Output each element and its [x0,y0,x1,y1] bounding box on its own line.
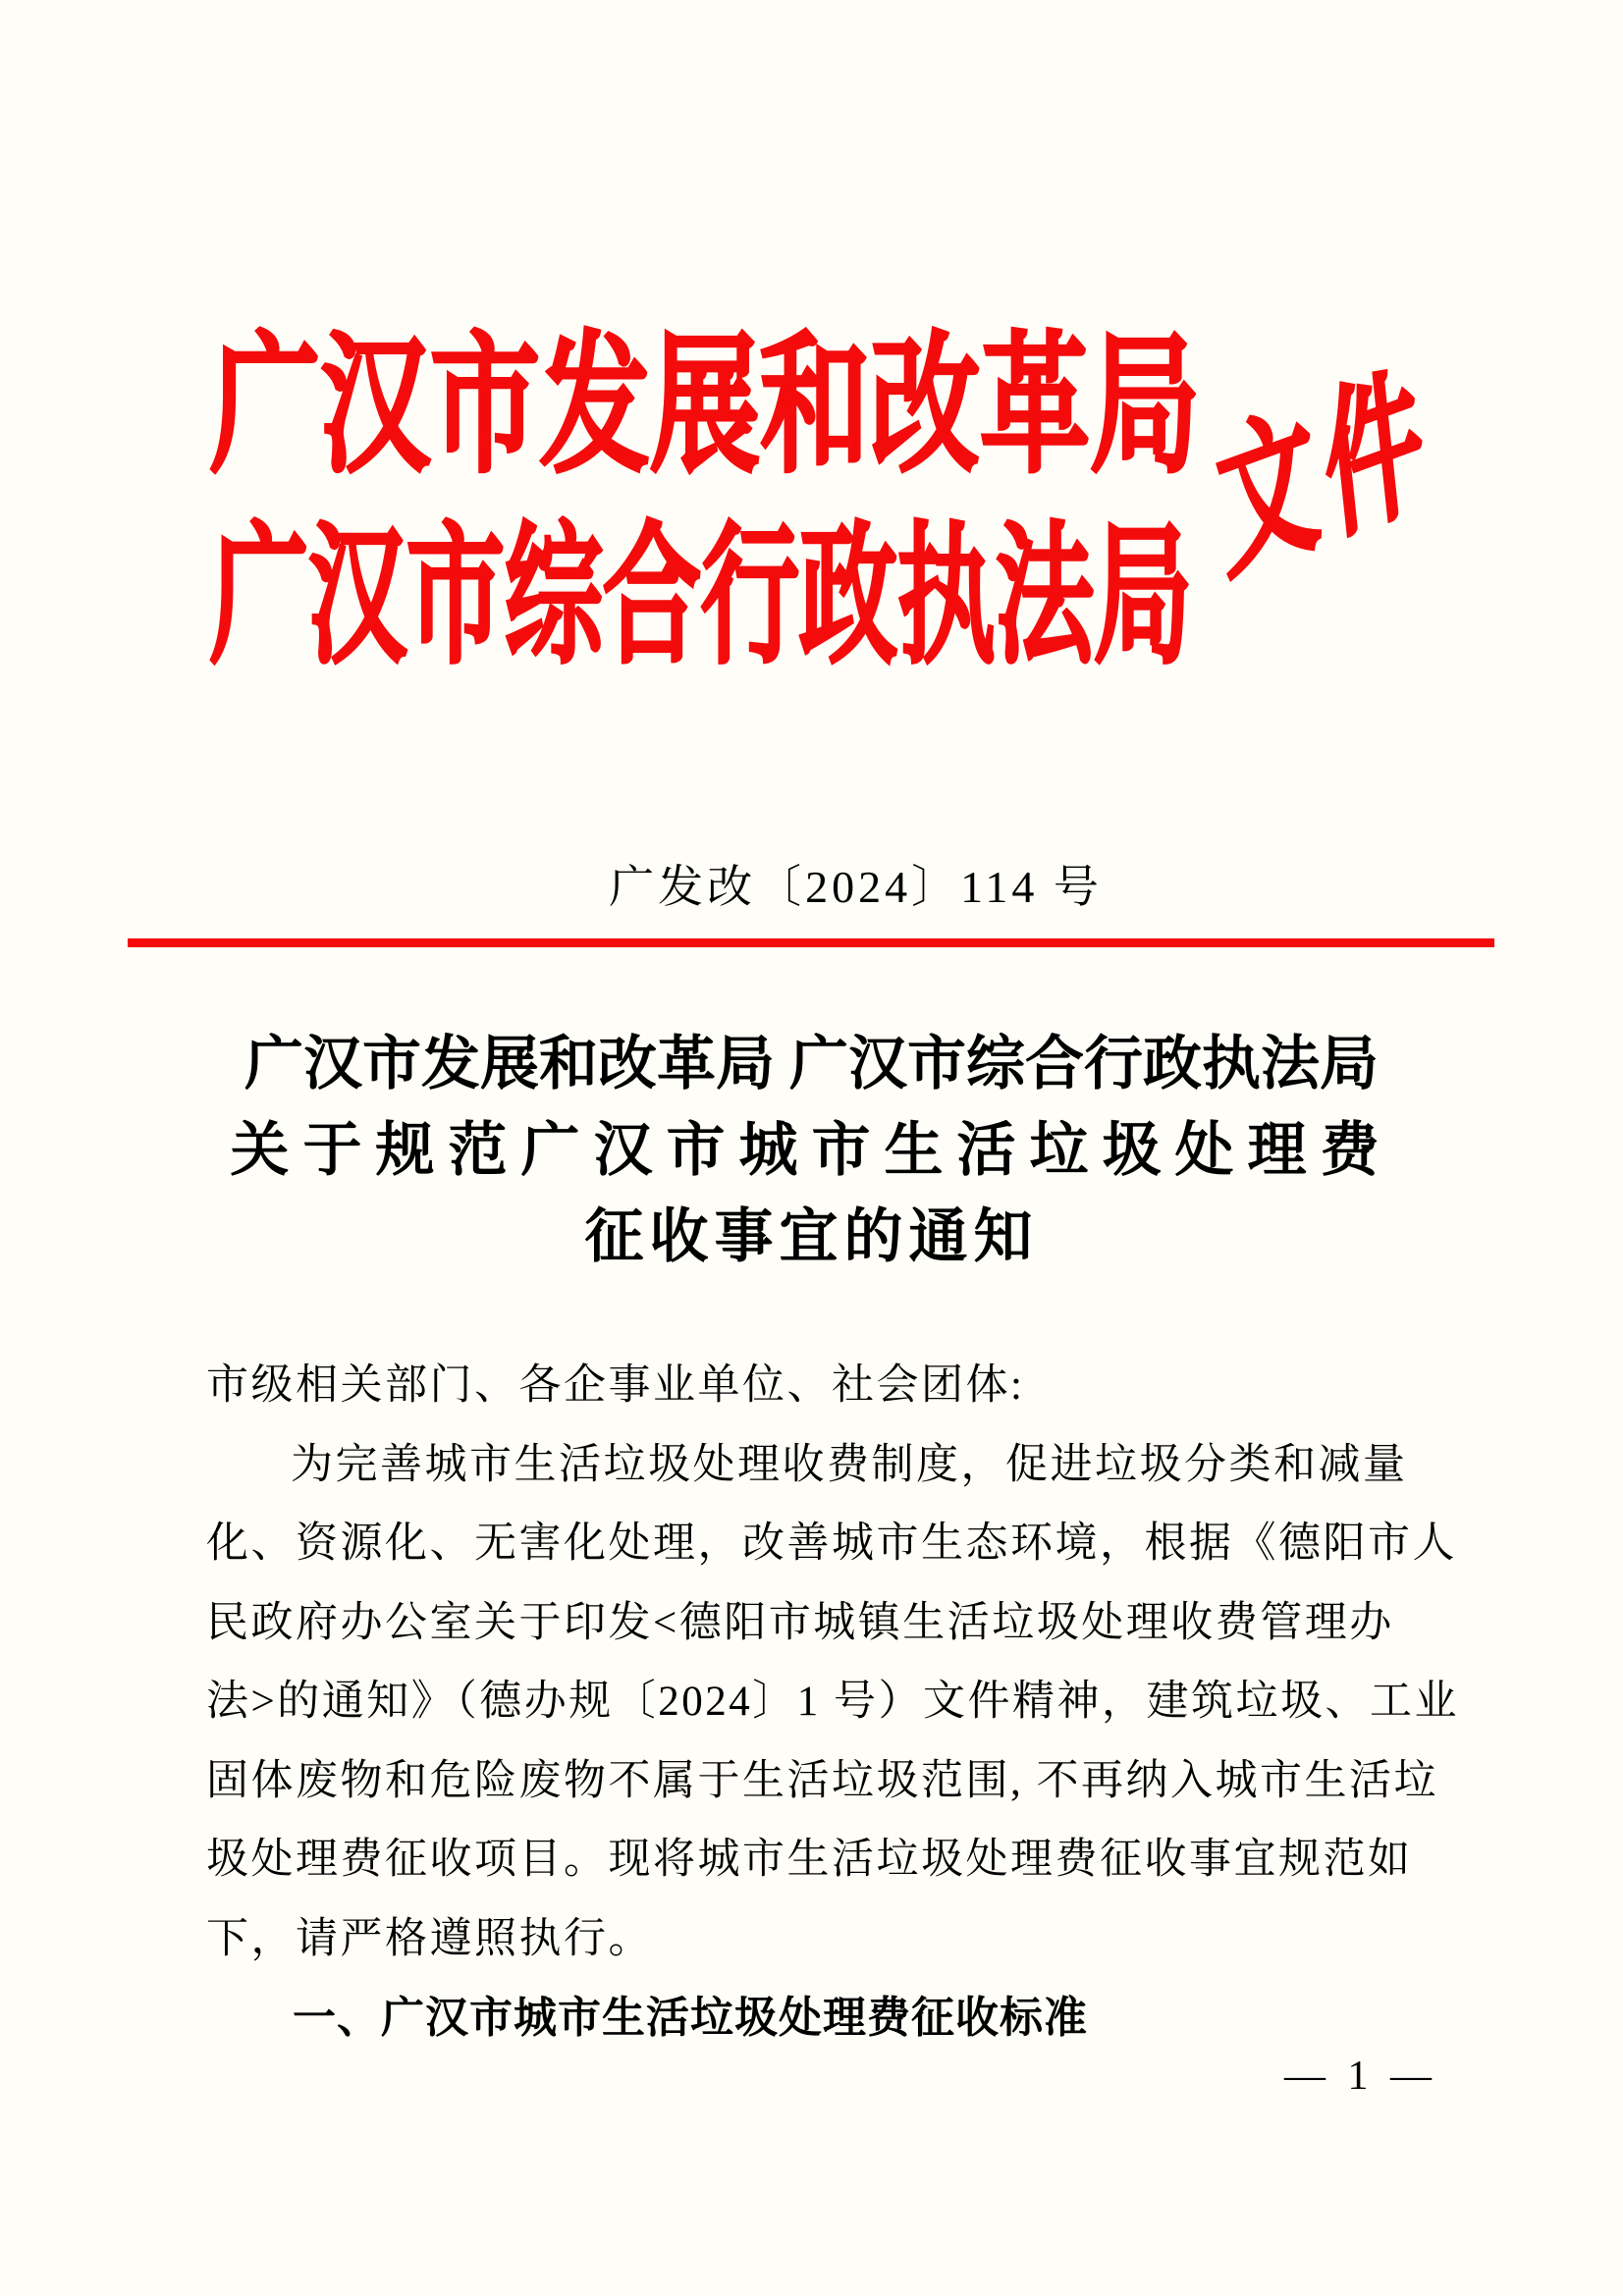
body-line: 化、资源化、无害化处理，改善城市生态环境，根据《德阳市人 [206,1521,1457,1567]
body-line: 固体废物和危险废物不属于生活垃圾范围, 不再纳入城市生活垃 [206,1757,1438,1804]
agency-name-line-1: 广汉市发展和改革局 [210,323,1200,492]
title-line-3: 征收事宜的通知 [584,1204,1039,1269]
document-number: 广发改〔2024〕114 号 [609,862,1103,912]
title-line-1: 广汉市发展和改革局 广汉市综合行政执法局 [244,1032,1379,1096]
body-line: 法>的通知》（德办规〔2024〕1 号）文件精神，建筑垃圾、工业 [206,1679,1460,1725]
title-line-2: 关于规范广汉市城市生活垃圾处理费 [230,1118,1393,1183]
body-line: 民政府办公室关于印发<德阳市城镇生活垃圾处理收费管理办 [206,1599,1394,1646]
section-heading: 一、广汉市城市生活垃圾处理费征收标准 [293,1994,1088,2042]
page-number: — 1 — [1284,2054,1437,2099]
agency-name-line-2: 广汉市综合行政执法局 [210,512,1192,682]
body-line: 圾处理费征收项目。现将城市生活垃圾处理费征收事宜规范如 [206,1837,1413,1883]
document-body [206,1347,1463,2058]
body-line: 下，请严格遵照执行。 [206,1915,653,1962]
red-divider-line [128,938,1494,947]
body-line: 为完善城市生活垃圾处理收费制度，促进垃圾分类和减量 [291,1441,1408,1488]
salutation-line: 市级相关部门、各企事业单位、社会团体: [206,1362,1025,1409]
document-title [0,1021,1623,1280]
doc-type-label: 文件 [1210,347,1441,601]
